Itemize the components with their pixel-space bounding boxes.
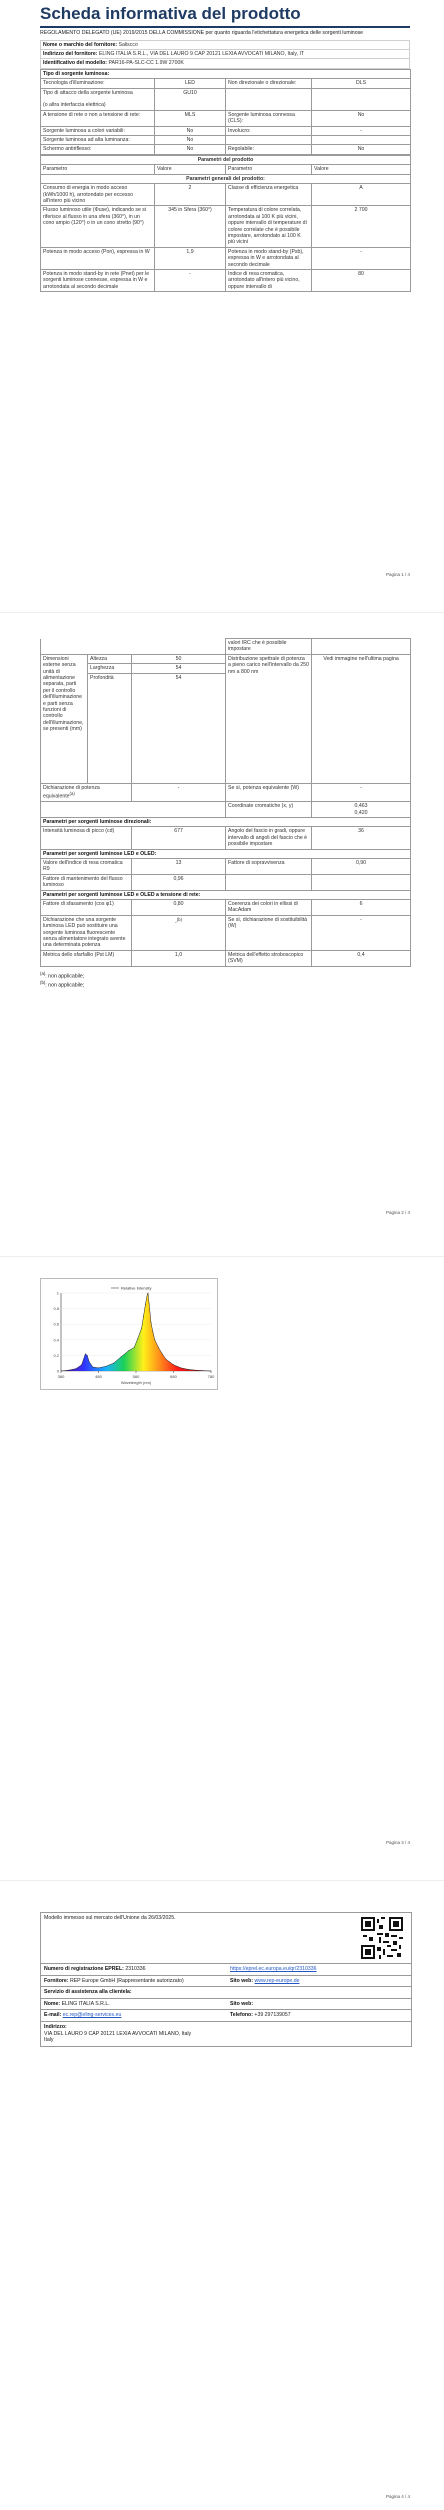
regulation-text: REGOLAMENTO DELEGATO (UE) 2019/2015 DELLA COMMISSIONE per quanto riguarda l'etichettatura energetica delle sorgenti luminose [40, 30, 364, 36]
supplier-label: Fornitore: [44, 1977, 69, 1984]
table-row: Larghezza 54 [41, 664, 411, 673]
x-tick-label: 780 [207, 1374, 215, 1379]
source-type-title: Tipo di sorgente luminosa: [41, 69, 411, 78]
email-label: E-mail: [44, 2012, 62, 2019]
data-point [121, 1357, 122, 1358]
table-row: Potenza in modo acceso (Pon), espressa in W 1,9 Potenza in modo stand-by (Psb), espressa in W e arrotondata al secondo decimale - [41, 247, 411, 269]
data-point [113, 1363, 114, 1364]
spectrum-svg [41, 1279, 217, 1389]
table-row: Dimensioni esterne senza unità di alimentazione separata, parti per il controllo dell'illuminazione e parti senza funzioni di controllo dell'illuminazione, se presenti (mm) Altezza 50 Distribuzione spettrale di potenza a pieno carico nell'intervallo da 250 nm a 800 nm Vedi immagine nell'ultima pagina [41, 654, 411, 663]
page-2 [0, 614, 444, 1254]
page-number: Pagina 3 / 4 [385, 1840, 410, 1845]
title-rule [40, 26, 410, 28]
x-axis-label: Wavelength (nm) [120, 1380, 152, 1385]
data-point [128, 1350, 129, 1351]
page-3 [0, 1258, 444, 1878]
data-point [148, 1293, 149, 1294]
service-label: Servizio di assistenza alla clientela: [44, 1989, 132, 1996]
params-table [40, 155, 411, 292]
address-country: Italy [44, 2037, 54, 2044]
data-point [196, 1370, 197, 1371]
data-point [147, 1294, 148, 1295]
legend-label: Relative Intensity [121, 1285, 152, 1291]
x-tick-label: 480 [95, 1374, 102, 1379]
table-row: Potenza in modo stand-by in rete (Pnet) per le sorgenti luminose connesse, espressa in W e arrotondata al secondo decimale - Indice di resa cromatica, arrotondato all'intero più vicino, oppure intervallo di 80 [41, 269, 411, 291]
model-id: PAR16-PA-SLC-CC 1.9W 2700K [108, 60, 184, 67]
page-title: Scheda informativa del prodotto [40, 4, 301, 23]
data-point [173, 1364, 174, 1365]
footnote-a: $^{(a)}$: non applicabile; [40, 970, 85, 980]
data-point [61, 1371, 62, 1372]
eprel-label: Numero di registrazione EPREL: [44, 1966, 124, 1972]
table-row: Flusso luminoso utile (Φuse), indicando se si riferisce al flusso in una sfera (360°), in un cono ampio (120°) o in un cono stretto (90°) 345 in Sfera (360°) Temperatura di colore correlata, arrotondata ai 100 K più vicini, oppure intervallo di temperature di colore correlate che è possibile impostare, arrotondato ai 100 K più vicini 2 700 [41, 206, 411, 247]
data-point [141, 1328, 142, 1329]
data-point [98, 1367, 99, 1368]
table-row: Sorgente luminosa a colori variabili: No Involucro: - [41, 126, 411, 135]
y-tick-label: 0.6 [53, 1321, 59, 1327]
page-separator [0, 1256, 444, 1257]
dimensions-label: Dimensioni esterne senza unità di alimentazione separata, parti per il controllo dell'illuminazione e parti senza funzioni di controllo dell'illuminazione, se presenti (mm) [41, 654, 88, 783]
name-label: Nome: [44, 2000, 61, 2007]
eprel-link[interactable]: https://eprel.ec.europa.eu/qr/2310336 [230, 1966, 317, 1972]
eprel-number: 2310336 [125, 1966, 146, 1972]
table-row: Fattore di sfasamento (cos φ1) 0,80 Coerenza dei colori in ellissi di MacAdam 6 [41, 900, 411, 916]
data-point [76, 1368, 77, 1369]
table-row: Profondità 54 [41, 673, 411, 783]
data-point [166, 1359, 167, 1360]
source-type-table [40, 69, 411, 155]
data-point [149, 1304, 150, 1305]
address-label: Indirizzo: [44, 2023, 67, 2030]
data-point [152, 1332, 153, 1333]
table-row: Sorgente luminosa ad alta luminanza: No [41, 136, 411, 145]
supplier-name: Saliscco [118, 41, 138, 48]
table-header: Parametro Valore Parametro Valore [41, 165, 411, 174]
page-4 [0, 1882, 444, 2510]
table-row: Coordinate cromatiche (x, y) 0,463 0,420 [41, 802, 411, 818]
page-number: Pagina 2 / 4 [385, 1210, 410, 1215]
data-point [106, 1366, 107, 1367]
page-number: Pagina 4 / 4 [385, 2494, 410, 2499]
x-tick-label: 580 [132, 1374, 140, 1379]
address-value: VIA DEL LAURO 9 CAP 20121 LEXIA AVVOCATI MILANO, Italy [44, 2030, 192, 2037]
led-title: Parametri per sorgenti luminose LED e OLED: [41, 849, 411, 858]
y-tick-label: 1 [56, 1290, 59, 1296]
phone-label: Telefono: [230, 2012, 253, 2019]
data-point [154, 1339, 155, 1340]
table-row: Dichiarazione che una sorgente luminosa LED può sostituire una sorgente luminosa fluorescente senza alimentatore integrato avente una determinata potenza -$^{(b)}$ Se sì, dichiarazione di sostituibilità (W) - [41, 915, 411, 950]
data-point [81, 1364, 82, 1365]
general-params-title: Parametri generali del prodotto: [41, 174, 411, 183]
table-row: Consumo di energia in modo acceso (kWh/1000 h), arrotondato per eccesso all'intero più vicino 2 Classe di efficienza energetica A [41, 184, 411, 206]
supplier-address: ELING ITALIA S.R.L., VIA DEL LAURO 9 CAP 20121 LEXIA AVVOCATI MILANO, Italy, IT [98, 51, 305, 57]
table-row: A tensione di rete o non a tensione di rete: MLS Sorgente luminosa connessa (CLS): No [41, 110, 411, 126]
table-row: Tecnologia d'illuminazione: LED Non direzionale o direzionale: DLS [41, 79, 411, 88]
supplier-table [40, 40, 410, 69]
table-row: Intensità luminosa di picco (cd) 677 Angolo del fascio in gradi, oppure intervallo di angoli del fascio che è possibile impostare 36 [41, 827, 411, 849]
table-row: Tipo di attacco della sorgente luminosa (o altra interfaccia elettrica) GU10 [41, 88, 411, 110]
spectral-chart [40, 1278, 218, 1390]
y-tick-label: 0.8 [53, 1306, 59, 1312]
page-number: Pagina 1 / 4 [385, 572, 410, 577]
phone-value: +39 297139057 [254, 2012, 291, 2019]
footnote-b: $^{(b)}$: non applicabile; [40, 980, 85, 989]
y-tick-label: 0.2 [53, 1352, 59, 1358]
data-point [143, 1316, 144, 1317]
x-tick-label: 680 [170, 1374, 177, 1379]
params-table-continued [40, 638, 411, 967]
website-link[interactable]: www.rep-europe.de [254, 1977, 300, 1984]
data-point [151, 1322, 152, 1323]
y-tick-label: 0.4 [53, 1337, 59, 1343]
page-separator [0, 1880, 444, 1881]
data-point [85, 1353, 86, 1354]
data-point [134, 1347, 135, 1348]
email-link[interactable]: ec.rep@eling-services.eu [62, 2012, 122, 2019]
led-mains-title: Parametri per sorgenti luminose LED e OLED a tensione di rete: [41, 890, 411, 899]
supplier-value: REP Europe GmbH (Rappresentante autorizzato) [69, 1977, 184, 1984]
table-row: Schermo antiriflesso: No Regolabile: No [41, 145, 411, 154]
table-row: Metrica dello sfarfallio (Pst LM) 1,0 Metrica dell'effetto stroboscopico (SVM) 0,4 [41, 950, 411, 966]
qr-code-icon [361, 1917, 403, 1959]
data-point [145, 1304, 146, 1305]
y-tick-label: 0 [56, 1368, 59, 1374]
data-point [158, 1347, 159, 1348]
params-title: Parametri del prodotto [41, 155, 411, 164]
table-row: Dichiarazione di potenza equivalente$^{(a)}$ - Se sì, potenza equivalente (W) - [41, 783, 411, 802]
data-point [89, 1361, 90, 1362]
supplier-name-label: Nome o marchio del fornitore: [43, 41, 118, 48]
table-row: Fattore di mantenimento del flusso luminoso 0,96 [41, 874, 411, 890]
table-row: Valore dell'indice di resa cromatica R9 13 Fattore di sopravvivenza 0,90 [41, 859, 411, 875]
page-separator [0, 612, 444, 613]
data-point [137, 1338, 138, 1339]
x-tick-label: 380 [57, 1374, 65, 1379]
data-point [211, 1371, 212, 1372]
data-point [181, 1367, 182, 1368]
data-point [87, 1355, 88, 1356]
market-date: Modello immesso sul mercato dell'Unione da 26/03/2025. [44, 1915, 176, 1921]
service-name: ELING ITALIA S.R.L. [61, 2000, 110, 2007]
data-point [188, 1369, 189, 1370]
supplier-address-label: Indirizzo del fornitore: [43, 51, 98, 57]
website-label: Sito web: [230, 1977, 254, 1984]
website2-label: Sito web: [230, 2000, 254, 2007]
registration-box [40, 1912, 412, 2047]
directional-title: Parametri per sorgenti luminose direzionali: [41, 817, 411, 826]
model-label: Identificativo del modello: [43, 60, 107, 67]
data-point [162, 1353, 163, 1354]
data-point [68, 1370, 69, 1371]
table-row: valori IRC che è possibile impostare [41, 639, 411, 655]
data-point [92, 1367, 93, 1368]
page-1 [0, 0, 444, 610]
